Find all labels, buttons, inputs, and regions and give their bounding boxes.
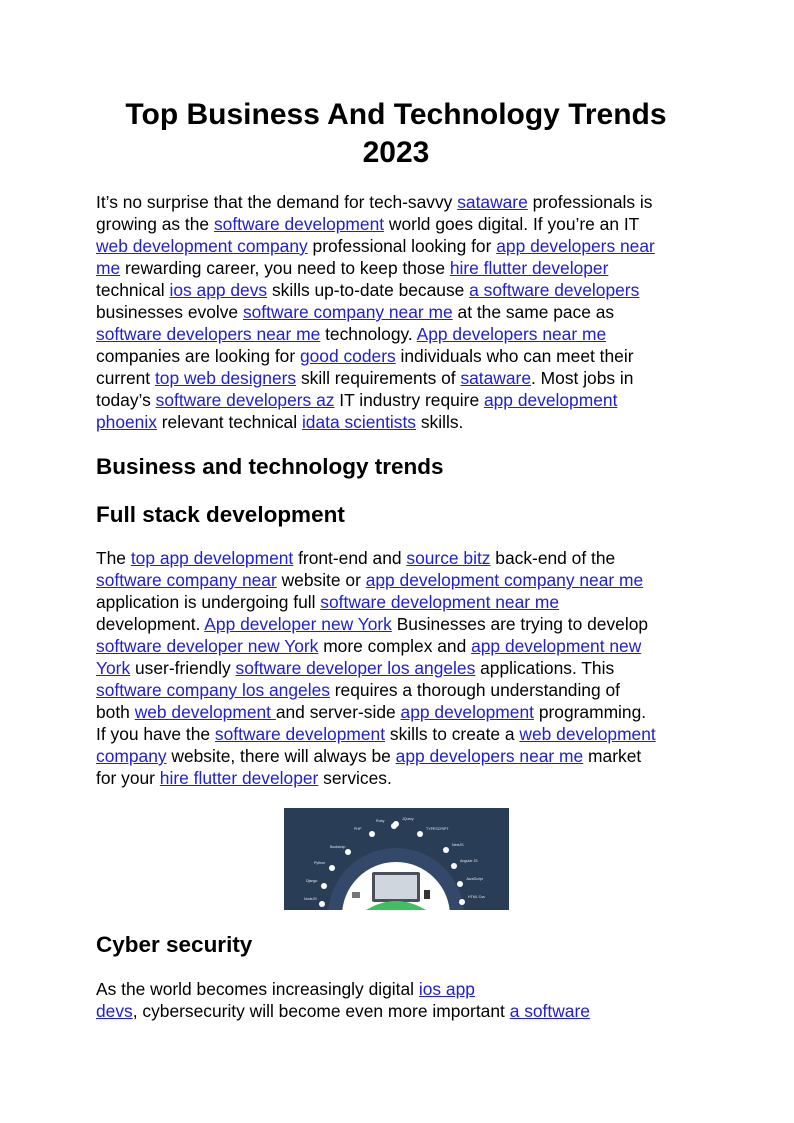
page-title	[96, 96, 696, 172]
inline-link[interactable]: a software developers	[469, 280, 640, 300]
inline-link[interactable]: York	[96, 658, 131, 678]
tech-logo-icon	[369, 831, 375, 837]
text-run: technology.	[320, 324, 417, 344]
text-run: skills up-to-date because	[267, 280, 470, 300]
text-run: user-friendly	[130, 658, 236, 678]
inline-link[interactable]: software company near me	[242, 302, 453, 322]
tech-logo-icon	[457, 881, 463, 887]
text-run: As the world becomes increasingly digital	[96, 979, 419, 999]
text-run: application is undergoing full	[96, 592, 321, 612]
text-run: individuals who can meet their	[395, 346, 634, 366]
inline-link[interactable]: app developers near	[496, 236, 655, 256]
inline-link[interactable]: company	[96, 746, 167, 766]
text-run: rewarding career, you need to keep those	[120, 258, 450, 278]
text-run: Businesses are trying to develop	[391, 614, 649, 634]
inline-link[interactable]: software developer los angeles	[235, 658, 476, 678]
inline-link[interactable]: ios app devs	[169, 280, 268, 300]
inline-link[interactable]: software company near	[96, 570, 277, 590]
tech-label: PHP	[354, 827, 362, 831]
inline-link[interactable]: software developer new York	[96, 636, 319, 656]
tech-logo-icon	[345, 849, 351, 855]
illustration-graphic	[284, 808, 509, 910]
tech-label: HTML Css	[468, 895, 485, 899]
title-line-1: Top Business And Technology Trends	[125, 98, 667, 131]
text-run: The	[96, 548, 131, 568]
text-run: today’s	[96, 390, 156, 410]
inline-link[interactable]: source bitz	[406, 548, 491, 568]
tech-label: Python	[314, 861, 326, 865]
inline-link[interactable]: software company los angeles	[96, 680, 330, 700]
laptop-screen	[375, 875, 417, 899]
text-run: back-end of the	[490, 548, 616, 568]
heading-cyber-security: Cyber security	[96, 932, 253, 957]
inline-link[interactable]: me	[96, 258, 121, 278]
text-run: technical	[96, 280, 170, 300]
inline-link[interactable]: devs	[96, 1001, 133, 1021]
inline-link[interactable]: top app development	[130, 548, 294, 568]
text-run: current	[96, 368, 155, 388]
cyber-security-paragraph	[96, 978, 590, 1022]
tech-logo-icon	[443, 847, 449, 853]
inline-link[interactable]: a software	[509, 1001, 590, 1021]
inline-link[interactable]: web development	[519, 724, 656, 744]
text-run: services.	[318, 768, 392, 788]
inline-link[interactable]: idata scientists	[301, 412, 416, 432]
inline-link[interactable]: ios app	[418, 979, 475, 999]
text-run: for your	[96, 768, 160, 788]
text-run: skill requirements of	[296, 368, 461, 388]
inline-link[interactable]: hire flutter developer	[449, 258, 609, 278]
tech-logo-icon	[417, 831, 423, 837]
tech-label: JavaScript	[466, 877, 483, 881]
inline-link[interactable]: sataware	[457, 192, 528, 212]
inline-link[interactable]: phoenix	[96, 412, 157, 432]
text-run: applications. This	[475, 658, 615, 678]
inline-link[interactable]: software development near me	[320, 592, 560, 612]
inline-link[interactable]: good coders	[299, 346, 396, 366]
text-run: skills.	[416, 412, 464, 432]
text-run: professional looking for	[307, 236, 497, 256]
inline-link[interactable]: App developer new York	[204, 614, 392, 634]
tech-logo-icon	[451, 863, 457, 869]
tech-label: Angular JS	[460, 859, 478, 863]
inline-link[interactable]: app development new	[471, 636, 642, 656]
text-run: growing as the	[96, 214, 214, 234]
inline-link[interactable]: software development	[214, 724, 386, 744]
tech-logo-icon	[321, 883, 327, 889]
heading-full-stack: Full stack development	[96, 502, 345, 527]
text-run: requires a thorough understanding of	[329, 680, 620, 700]
inline-link[interactable]: web development	[134, 702, 276, 722]
text-run: website, there will always be	[166, 746, 396, 766]
desk-mug-icon	[424, 890, 430, 899]
intro-paragraph	[96, 191, 655, 433]
text-run: businesses evolve	[96, 302, 243, 322]
text-run: . Most jobs in	[531, 368, 634, 388]
tech-label: TYPESCRIPT	[426, 827, 449, 831]
inline-link[interactable]: app development	[400, 702, 534, 722]
text-run: , cybersecurity will become even more important	[132, 1001, 510, 1021]
full-stack-paragraph	[96, 547, 656, 789]
text-run: If you have the	[96, 724, 215, 744]
text-run: programming.	[533, 702, 647, 722]
tech-label: NodeJS	[304, 897, 317, 901]
text-run: at the same pace as	[452, 302, 615, 322]
inline-link[interactable]: software developers near me	[96, 324, 321, 344]
desk-phone-icon	[352, 892, 360, 898]
text-run: more complex and	[318, 636, 472, 656]
text-run: It’s no surprise that the demand for tech-savvy	[96, 192, 458, 212]
text-run: market	[583, 746, 642, 766]
text-run: website or	[276, 570, 366, 590]
inline-link[interactable]: app development company near me	[365, 570, 644, 590]
text-run: IT industry require	[334, 390, 484, 410]
tech-label: NextJS	[452, 843, 464, 847]
tech-logo-icon	[459, 899, 465, 905]
tech-logo-icon	[329, 865, 335, 871]
text-run: development.	[96, 614, 205, 634]
title-line-2: 2023	[362, 136, 430, 169]
inline-link[interactable]: app development	[483, 390, 618, 410]
text-run: professionals is	[527, 192, 653, 212]
inline-link[interactable]: software developers az	[155, 390, 335, 410]
text-run: skills to create a	[385, 724, 520, 744]
inline-link[interactable]: hire flutter developer	[159, 768, 319, 788]
tech-label: JQuery	[402, 817, 414, 821]
tech-label: Django	[306, 879, 318, 883]
text-run: world goes digital. If you’re an IT	[384, 214, 640, 234]
text-run: relevant technical	[156, 412, 302, 432]
heading-business-trends: Business and technology trends	[96, 454, 444, 479]
inline-link[interactable]: web development company	[96, 236, 308, 256]
inline-link[interactable]: top web designers	[154, 368, 297, 388]
text-run: and server-side	[275, 702, 401, 722]
inline-link[interactable]: software development	[213, 214, 385, 234]
tech-label: Ruby	[376, 819, 385, 823]
text-run: front-end and	[293, 548, 407, 568]
text-run: both	[96, 702, 135, 722]
inline-link[interactable]: sataware	[460, 368, 532, 388]
text-run: companies are looking for	[96, 346, 300, 366]
inline-link[interactable]: App developers near me	[416, 324, 607, 344]
tech-logo-icon	[393, 821, 399, 827]
inline-link[interactable]: app developers near me	[395, 746, 584, 766]
tech-label: Bootstrap	[330, 845, 346, 849]
tech-logo-icon	[319, 901, 325, 907]
full-stack-technologies-illustration	[284, 808, 509, 910]
